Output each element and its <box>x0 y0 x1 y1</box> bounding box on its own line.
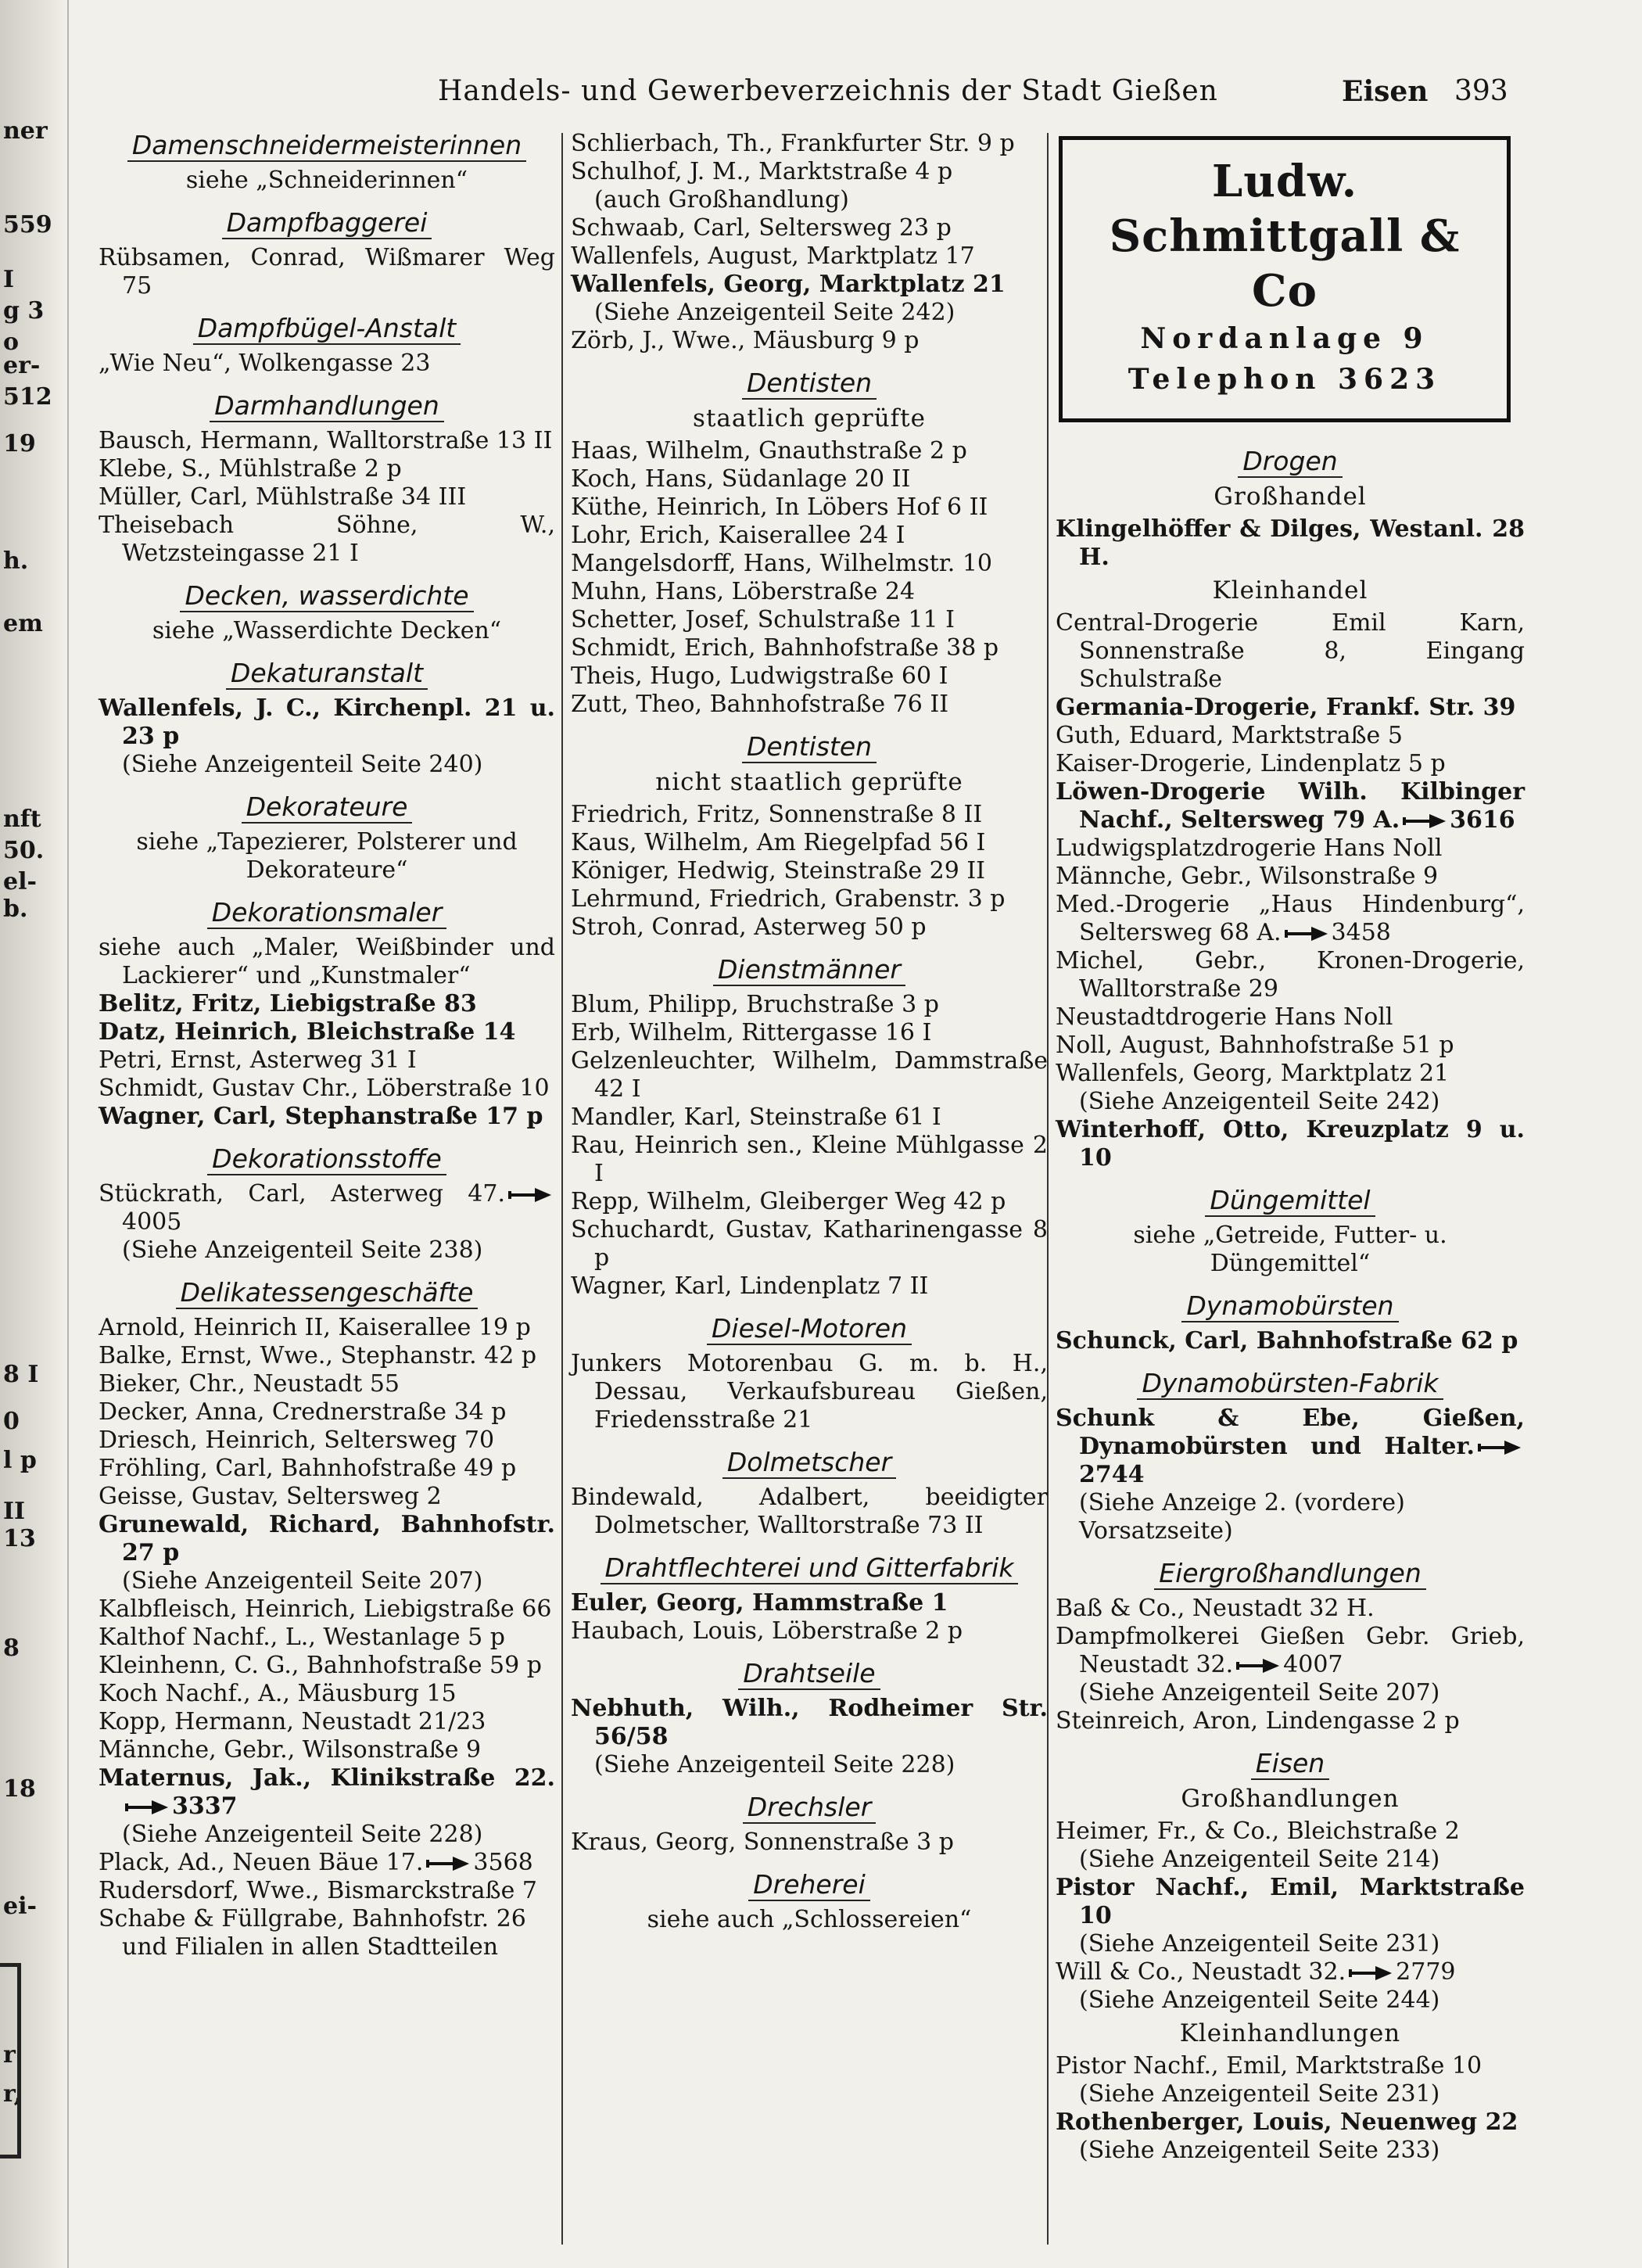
directory-entry: Erb, Wilhelm, Rittergasse 16 I <box>571 1019 932 1046</box>
directory-entry: Germania-Drogerie, Frankf. Str. 39 <box>1056 694 1516 721</box>
directory-entry: Neustadtdrogerie Hans Noll <box>1056 1003 1393 1031</box>
directory-entry: Driesch, Heinrich, Seltersweg 70 <box>99 1426 495 1454</box>
column-middle <box>571 130 1048 2226</box>
telephone-icon <box>125 1800 169 1814</box>
directory-entry: Baß & Co., Neustadt 32 H. <box>1056 1595 1375 1622</box>
directory-entry: Stückrath, Carl, Asterweg 47.4005 <box>99 1180 555 1236</box>
entry-note: (Siehe Anzeigenteil Seite 207) <box>1079 1679 1440 1706</box>
entry-note: (Siehe Anzeigenteil Seite 242) <box>1079 1088 1440 1115</box>
directory-entry: Wallenfels, Georg, Marktplatz 21 <box>1056 1060 1450 1087</box>
column-right <box>1056 130 1525 2226</box>
section-heading: Decken, wasserdichte <box>99 580 555 611</box>
prev-fragment: 8 <box>3 1635 20 1662</box>
directory-entry: Rothenberger, Louis, Neuenweg 22 <box>1056 2108 1518 2136</box>
directory-entry: Bieker, Chr., Neustadt 55 <box>99 1370 400 1398</box>
advertisement-box <box>1059 136 1511 422</box>
section-heading: Dekaturanstalt <box>99 658 555 688</box>
section-heading: Eisen <box>1056 1748 1525 1778</box>
section-heading: Dolmetscher <box>571 1447 1048 1477</box>
directory-entry: Belitz, Fritz, Liebigstraße 83 <box>99 990 477 1017</box>
entry-note: (Siehe Anzeigenteil Seite 242) <box>594 299 955 326</box>
entry-note: (Siehe Anzeigenteil Seite 207) <box>122 1567 483 1595</box>
prev-fragment: 0 <box>3 1408 20 1435</box>
prev-fragment: II <box>3 1498 26 1525</box>
entry-note: (Siehe Anzeigenteil Seite 240) <box>122 751 483 778</box>
entry-note: (Siehe Anzeigenteil Seite 231) <box>1079 2080 1440 2108</box>
directory-entry: Müller, Carl, Mühlstraße 34 III <box>99 483 467 511</box>
prev-fragment: 19 <box>3 430 36 458</box>
telephone-icon <box>1349 1966 1393 1980</box>
directory-entry: Ludwigsplatzdrogerie Hans Noll <box>1056 834 1443 862</box>
directory-entry: Schmidt, Gustav Chr., Löberstraße 10 <box>99 1075 550 1102</box>
previous-page-edge <box>0 0 69 2268</box>
page-header <box>438 75 1548 122</box>
directory-entry: Lehrmund, Friedrich, Grabenstr. 3 p <box>571 885 1006 913</box>
telephone-icon <box>1478 1441 1522 1455</box>
prev-fragment: ei- <box>3 1893 37 1920</box>
prev-fragment: g 3 <box>3 297 45 325</box>
directory-entry: Pistor Nachf., Emil, Marktstraße 10 <box>1056 2052 1482 2080</box>
directory-entry: Stroh, Conrad, Asterweg 50 p <box>571 913 927 941</box>
see-reference: siehe auch „Schlossereien“ <box>647 1906 972 1933</box>
section-heading: Delikatessengeschäfte <box>99 1277 555 1308</box>
see-reference: siehe „Wasserdichte Decken“ <box>152 617 502 644</box>
directory-entry: Friedrich, Fritz, Sonnenstraße 8 II <box>571 801 983 828</box>
directory-entry: Kraus, Georg, Sonnenstraße 3 p <box>571 1828 954 1856</box>
prev-fragment: 559 <box>3 211 52 239</box>
subheading: Großhandlungen <box>1181 1785 1400 1813</box>
directory-entry: Dampfmolkerei Gießen Gebr. Grieb, Neustadt 32. 4007 <box>1056 1623 1525 1678</box>
directory-entry: Repp, Wilhelm, Gleiberger Weg 42 p <box>571 1188 1006 1215</box>
section-heading: Darmhandlungen <box>99 390 555 421</box>
prev-page-box-border <box>0 1963 21 2159</box>
directory-entry: Theis, Hugo, Ludwigstraße 60 I <box>571 662 948 690</box>
subheading: Kleinhandel <box>1212 576 1368 605</box>
directory-entry: Blum, Philipp, Bruchstraße 3 p <box>571 991 939 1018</box>
directory-entry: Kalbfleisch, Heinrich, Liebigstraße 66 <box>99 1595 552 1623</box>
section-heading: Dentisten <box>571 731 1048 762</box>
ad-telephone: Telephon 3623 <box>1128 363 1442 396</box>
prev-fragment: 13 <box>3 1525 36 1552</box>
prev-fragment: 18 <box>3 1775 36 1803</box>
directory-entry: Wallenfels, J. C., Kirchenpl. 21 u. 23 p <box>99 694 555 750</box>
directory-entry: Koch Nachf., A., Mäusburg 15 <box>99 1680 457 1707</box>
directory-entry: Rudersdorf, Wwe., Bismarckstraße 7 <box>99 1877 537 1904</box>
directory-entry: „Wie Neu“, Wolkengasse 23 <box>99 350 431 377</box>
directory-entry: Wagner, Carl, Stephanstraße 17 p <box>99 1103 543 1130</box>
directory-entry: Schuchardt, Gustav, Katharinengasse 8 p <box>571 1216 1048 1272</box>
directory-entry: Kleinhenn, C. G., Bahnhofstraße 59 p <box>99 1652 542 1679</box>
prev-fragment: l p <box>3 1447 37 1474</box>
section-heading: Dekorateure <box>99 791 555 822</box>
directory-entry: Mangelsdorff, Hans, Wilhelmstr. 10 <box>571 550 992 577</box>
section-heading: Eiergroßhandlungen <box>1056 1558 1525 1588</box>
directory-entry: Klingelhöffer & Dilges, Westanl. 28 H. <box>1056 515 1525 571</box>
section-heading: Dreherei <box>571 1869 1048 1900</box>
directory-entry: Zörb, J., Wwe., Mäusburg 9 p <box>571 327 920 354</box>
entry-note: (Siehe Anzeigenteil Seite 233) <box>1079 2137 1440 2164</box>
prev-fragment: nft <box>3 806 41 833</box>
directory-entry: Nebhuth, Wilh., Rodheimer Str. 56/58 <box>571 1695 1048 1750</box>
telephone-icon <box>1285 927 1328 941</box>
directory-entry: Winterhoff, Otto, Kreuzplatz 9 u. 10 <box>1056 1116 1525 1172</box>
section-heading: Dampfbaggerei <box>99 207 555 238</box>
prev-fragment: 512 <box>3 383 52 411</box>
directory-entry: Pistor Nachf., Emil, Marktstraße 10 <box>1056 1874 1525 1929</box>
entry-note: (Siehe Anzeigenteil Seite 228) <box>122 1821 483 1848</box>
telephone-icon <box>1236 1659 1280 1673</box>
see-reference: siehe „Schneiderinnen“ <box>185 167 468 194</box>
directory-entry: Schunk & Ebe, Gießen, Dynamobürsten und Halter.2744 <box>1056 1405 1525 1488</box>
section-heading: Dynamobürsten-Fabrik <box>1056 1368 1525 1398</box>
directory-entry: Gelzenleuchter, Wilhelm, Dammstraße 42 I <box>571 1047 1048 1103</box>
directory-entry: Maternus, Jak., Klinikstraße 22. 3337 <box>99 1764 555 1820</box>
section-heading: Damenschneidermeisterinnen <box>99 130 555 160</box>
directory-entry: Muhn, Hans, Löberstraße 24 <box>571 578 916 605</box>
section-heading: Diesel-Motoren <box>571 1313 1048 1344</box>
directory-entry: Kopp, Hermann, Neustadt 21/23 <box>99 1708 486 1735</box>
prev-fragment: o <box>3 328 20 356</box>
entry-note: (auch Großhandlung) <box>594 186 849 214</box>
directory-entry: Noll, August, Bahnhofstraße 51 p <box>1056 1032 1454 1059</box>
prev-fragment: el- <box>3 868 37 895</box>
prev-fragment: 8 I <box>3 1361 39 1388</box>
prev-fragment: h. <box>3 547 29 575</box>
directory-entry: Koch, Hans, Südanlage 20 II <box>571 465 911 493</box>
section-heading: Drechsler <box>571 1792 1048 1822</box>
directory-entry: Michel, Gebr., Kronen-Drogerie, Walltorstraße 29 <box>1056 947 1525 1003</box>
directory-entry: Datz, Heinrich, Bleichstraße 14 <box>99 1018 516 1046</box>
prev-fragment: er- <box>3 352 41 379</box>
directory-entry: Kaiser-Drogerie, Lindenplatz 5 p <box>1056 750 1446 777</box>
prev-fragment: ner <box>3 117 48 145</box>
see-reference: siehe auch „Maler, Weißbinder und Lackierer“ und „Kunstmaler“ <box>99 934 555 989</box>
directory-entry: Balke, Ernst, Wwe., Stephanstr. 42 p <box>99 1342 537 1369</box>
directory-entry: Schmidt, Erich, Bahnhofstraße 38 p <box>571 634 999 662</box>
entry-note: (Siehe Anzeigenteil Seite 214) <box>1079 1846 1440 1873</box>
prev-fragment: em <box>3 610 43 637</box>
directory-entry: Lohr, Erich, Kaiserallee 24 I <box>571 522 905 549</box>
subheading: nicht staatlich geprüfte <box>655 768 963 796</box>
directory-entry: Schabe & Füllgrabe, Bahnhofstr. 26 <box>99 1905 526 1932</box>
directory-entry: Bausch, Hermann, Walltorstraße 13 II <box>99 427 553 454</box>
entry-note: (Siehe Anzeigenteil Seite 244) <box>1079 1986 1440 2014</box>
directory-entry: Kaus, Wilhelm, Am Riegelpfad 56 I <box>571 829 986 856</box>
telephone-icon <box>1403 814 1447 828</box>
entry-note: (Siehe Anzeigenteil Seite 238) <box>122 1236 483 1264</box>
directory-entry: Küthe, Heinrich, In Löbers Hof 6 II <box>571 493 988 521</box>
directory-entry: Schulhof, J. M., Marktstraße 4 p <box>571 158 953 185</box>
directory-entry: Klebe, S., Mühlstraße 2 p <box>99 455 402 483</box>
directory-entry: Med.-Drogerie „Haus Hindenburg“, Seltersweg 68 A. 3458 <box>1056 891 1525 946</box>
directory-entry: Will & Co., Neustadt 32. 2779 <box>1056 1958 1456 1986</box>
subheading: staatlich geprüfte <box>693 404 926 432</box>
section-heading: Dekorationsstoffe <box>99 1143 555 1174</box>
entry-note: (Siehe Anzeige 2. (vordere) Vorsatzseite) <box>1079 1489 1405 1545</box>
section-heading: Drahtseile <box>571 1658 1048 1688</box>
directory-entry: Petri, Ernst, Asterweg 31 I <box>99 1046 417 1074</box>
entry-note: und Filialen in allen Stadtteilen <box>122 1933 499 1961</box>
directory-entry: Schlierbach, Th., Frankfurter Str. 9 p <box>571 130 1015 157</box>
prev-fragment: 50. <box>3 837 45 864</box>
directory-entry: Mandler, Karl, Steinstraße 61 I <box>571 1103 941 1131</box>
section-heading: Drogen <box>1056 446 1525 476</box>
subheading: Kleinhandlungen <box>1179 2019 1401 2047</box>
directory-entry: Königer, Hedwig, Steinstraße 29 II <box>571 857 986 885</box>
prev-fragment: r <box>3 2041 16 2069</box>
section-heading: Dienstmänner <box>571 954 1048 985</box>
page-title: Handels- und Gewerbeverzeichnis der Stadt Gießen <box>438 75 1218 107</box>
page-number: 393 <box>1454 75 1508 107</box>
prev-fragment: I <box>3 266 15 293</box>
directory-entry: Männche, Gebr., Wilsonstraße 9 <box>1056 863 1439 890</box>
directory-entry: Schetter, Josef, Schulstraße 11 I <box>571 606 955 633</box>
directory-entry: Schwaab, Carl, Seltersweg 23 p <box>571 214 952 242</box>
section-heading: Düngemittel <box>1056 1185 1525 1215</box>
directory-entry: Heimer, Fr., & Co., Bleichstraße 2 <box>1056 1818 1460 1845</box>
column-left <box>99 130 555 2226</box>
directory-entry: Haubach, Louis, Löberstraße 2 p <box>571 1617 963 1645</box>
entry-note: (Siehe Anzeigenteil Seite 228) <box>594 1751 955 1778</box>
directory-entry: Junkers Motorenbau G. m. b. H., Dessau, Verkaufsbureau Gießen, Friedensstraße 21 <box>571 1350 1048 1434</box>
ad-firm-name: Ludw. Schmittgall & Co <box>1109 156 1461 317</box>
directory-entry: Theisebach Söhne, W., Wetzsteingasse 21 I <box>99 511 555 567</box>
telephone-icon <box>426 1857 470 1871</box>
prev-fragment: r, <box>3 2080 23 2108</box>
prev-fragment: b. <box>3 895 28 923</box>
subheading: Großhandel <box>1214 483 1367 511</box>
ad-address: Nordanlage 9 <box>1140 322 1429 355</box>
directory-entry: Guth, Eduard, Marktstraße 5 <box>1056 722 1403 749</box>
directory-entry: Wagner, Karl, Lindenplatz 7 II <box>571 1272 929 1300</box>
column-divider <box>561 133 563 2245</box>
directory-entry: Schunck, Carl, Bahnhofstraße 62 p <box>1056 1327 1518 1355</box>
directory-entry: Löwen-Drogerie Wilh. Kilbinger Nachf., Seltersweg 79 A. 3616 <box>1056 778 1525 834</box>
directory-entry: Central-Drogerie Emil Karn, Sonnenstraße 8, Eingang Schulstraße <box>1056 609 1525 693</box>
section-heading: Dentisten <box>571 368 1048 398</box>
directory-entry: Fröhling, Carl, Bahnhofstraße 49 p <box>99 1455 517 1482</box>
directory-entry: Arnold, Heinrich II, Kaiserallee 19 p <box>99 1314 531 1341</box>
directory-entry: Euler, Georg, Hammstraße 1 <box>571 1589 948 1617</box>
directory-entry: Kalthof Nachf., L., Westanlage 5 p <box>99 1624 506 1651</box>
telephone-icon <box>508 1188 552 1202</box>
directory-entry: Plack, Ad., Neuen Bäue 17. 3568 <box>99 1849 533 1876</box>
directory-entry: Wallenfels, August, Marktplatz 17 <box>571 242 975 270</box>
directory-entry: Geisse, Gustav, Seltersweg 2 <box>99 1483 442 1510</box>
directory-entry: Steinreich, Aron, Lindengasse 2 p <box>1056 1707 1460 1735</box>
see-reference: siehe „Getreide, Futter- u. Düngemittel“ <box>1133 1222 1447 1277</box>
section-label: Eisen <box>1342 75 1429 108</box>
directory-entry: Männche, Gebr., Wilsonstraße 9 <box>99 1736 482 1764</box>
section-heading: Dynamobürsten <box>1056 1290 1525 1321</box>
directory-entry: Decker, Anna, Crednerstraße 34 p <box>99 1398 507 1426</box>
directory-entry: Zutt, Theo, Bahnhofstraße 76 II <box>571 691 949 718</box>
entry-note: (Siehe Anzeigenteil Seite 231) <box>1079 1930 1440 1958</box>
section-heading: Dampfbügel-Anstalt <box>99 313 555 343</box>
directory-entry: Wallenfels, Georg, Marktplatz 21 <box>571 271 1006 298</box>
section-heading: Dekorationsmaler <box>99 897 555 928</box>
directory-entry: Haas, Wilhelm, Gnauthstraße 2 p <box>571 437 967 465</box>
section-heading: Drahtflechterei und Gitterfabrik <box>571 1552 1048 1583</box>
directory-entry: Rau, Heinrich sen., Kleine Mühlgasse 2 I <box>571 1132 1048 1187</box>
see-reference: siehe „Tapezierer, Polsterer und Dekorateure“ <box>136 828 518 884</box>
directory-entry: Bindewald, Adalbert, beeidigter Dolmetscher, Walltorstraße 73 II <box>571 1484 1048 1539</box>
directory-entry: Rübsamen, Conrad, Wißmarer Weg 75 <box>99 244 555 300</box>
directory-entry: Grunewald, Richard, Bahnhofstr. 27 p <box>99 1511 555 1566</box>
